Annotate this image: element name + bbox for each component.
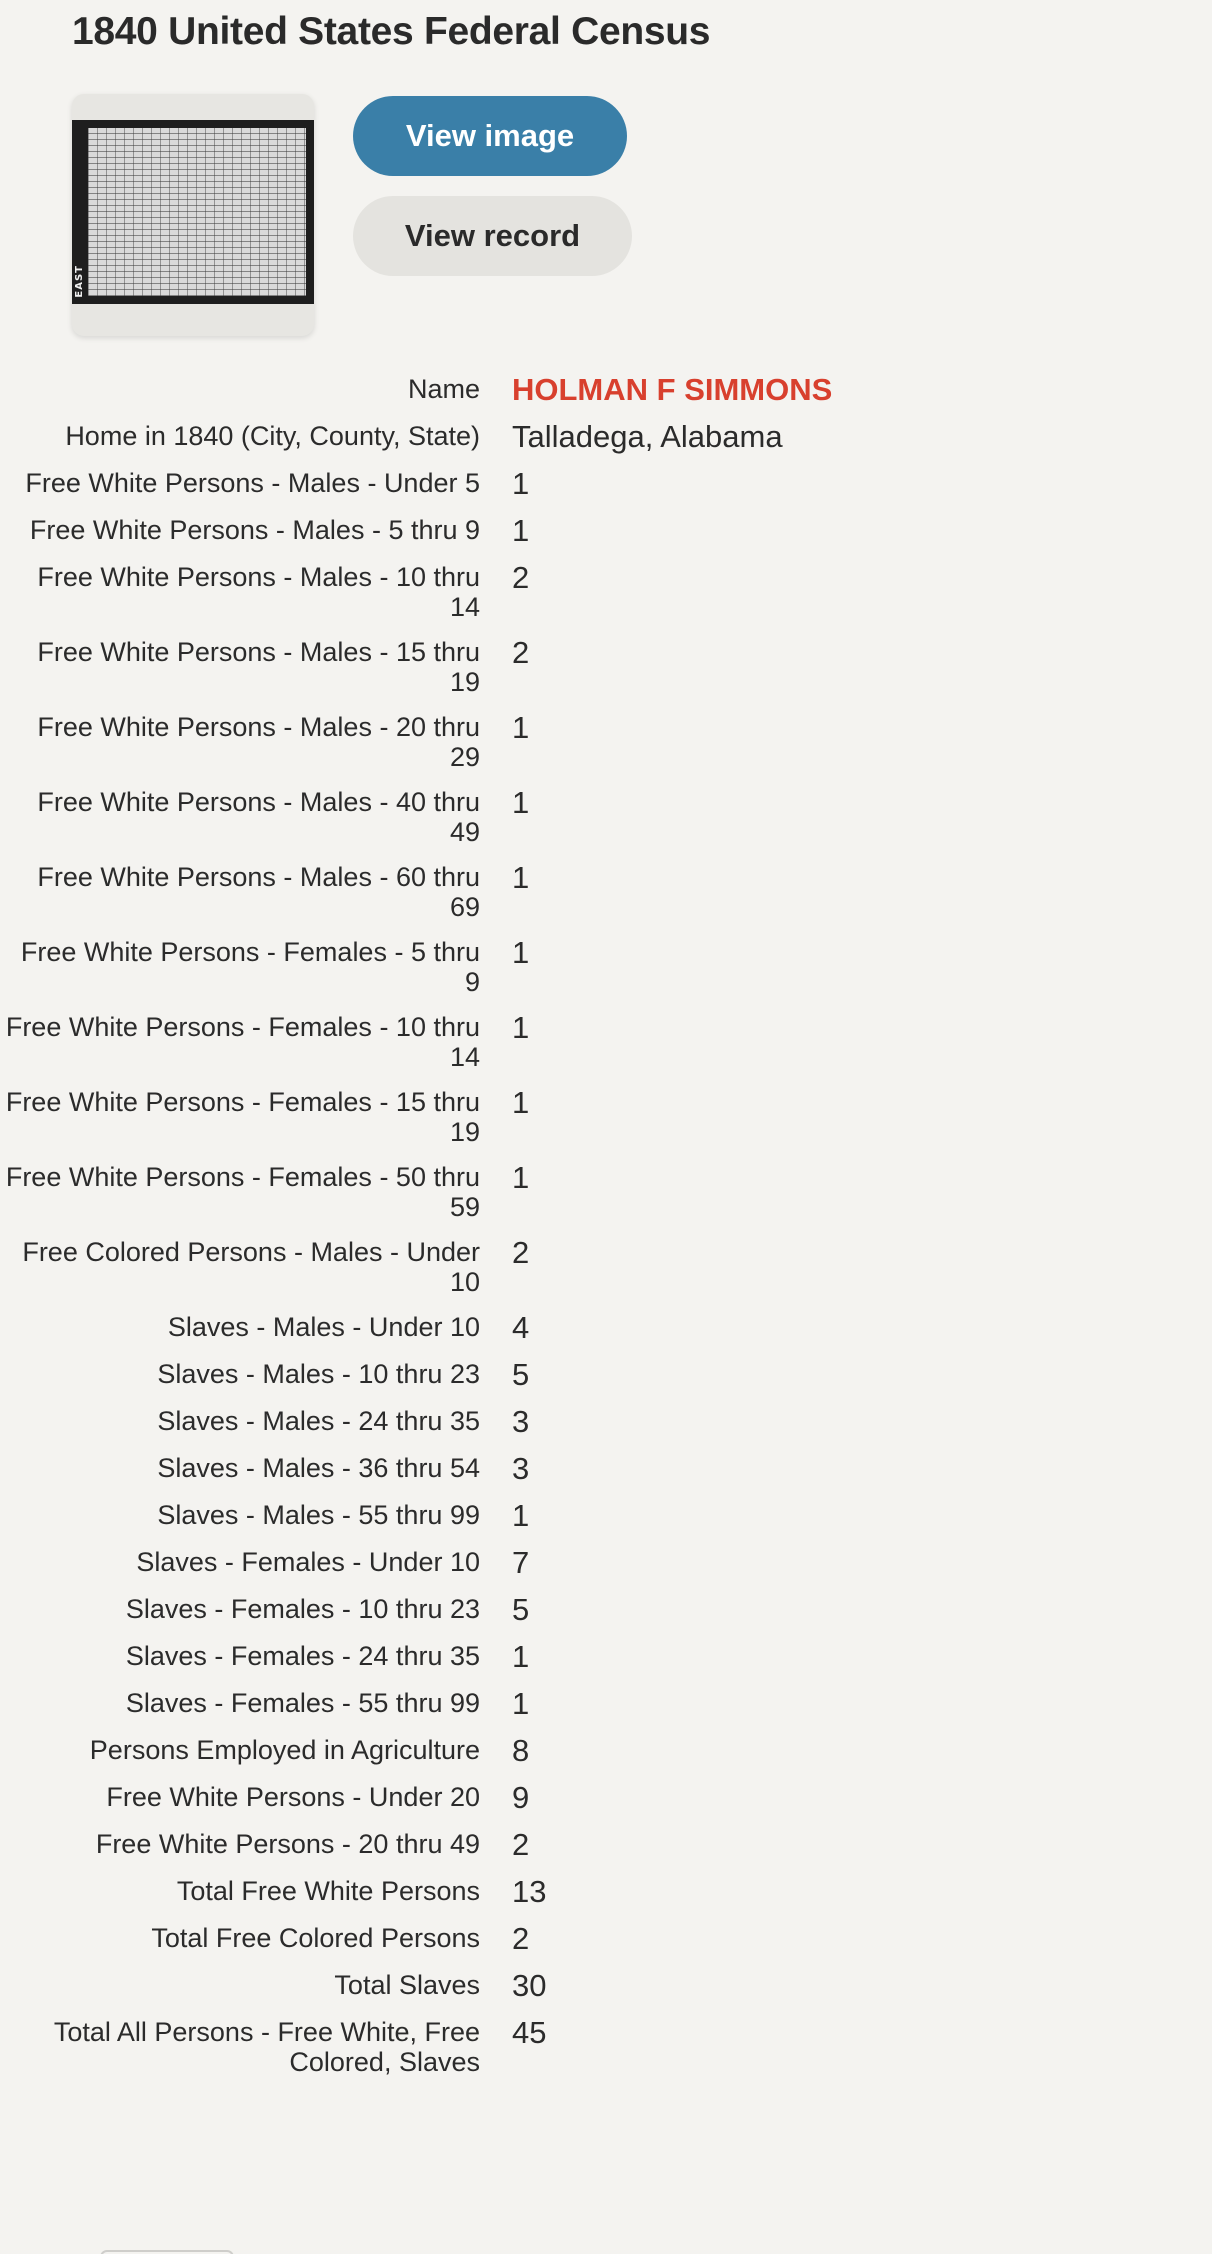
- record-field-row: [0, 1594, 1212, 1626]
- view-image-button[interactable]: View image: [353, 96, 627, 176]
- bottom-tab-edge: [100, 2250, 234, 2254]
- field-value: 7: [512, 1545, 530, 1580]
- field-label: Free White Persons - 20 thru 49: [95, 1829, 480, 1859]
- field-value: 1: [512, 860, 530, 895]
- field-value: 5: [512, 1592, 530, 1627]
- record-field-row: [0, 1923, 1212, 1955]
- field-value: 8: [512, 1733, 530, 1768]
- field-label: Slaves - Females - 55 thru 99: [125, 1688, 480, 1718]
- field-label: Slaves - Females - 10 thru 23: [125, 1594, 480, 1624]
- field-value: 1: [512, 935, 530, 970]
- field-label: Free White Persons - Males - 60 thru 69: [37, 862, 480, 922]
- field-value: 2: [512, 560, 530, 595]
- field-value: 1: [512, 1010, 530, 1045]
- field-value: 1: [512, 1639, 530, 1674]
- record-field-row: [0, 1876, 1212, 1908]
- record-field-row: [0, 712, 1212, 772]
- record-field-row: [0, 2017, 1212, 2077]
- record-field-row: [0, 562, 1212, 622]
- record-field-row: [0, 1547, 1212, 1579]
- field-label: Free White Persons - Males - 5 thru 9: [29, 515, 480, 545]
- record-field-row: [0, 787, 1212, 847]
- field-label: Free White Persons - Males - 15 thru 19: [37, 637, 480, 697]
- field-label: Home in 1840 (City, County, State): [65, 421, 480, 451]
- record-field-row: [0, 374, 1212, 406]
- record-field-row: [0, 1782, 1212, 1814]
- record-field-row: [0, 862, 1212, 922]
- field-label: Persons Employed in Agriculture: [89, 1735, 480, 1765]
- thumbnail-edge-text: EAST: [74, 265, 85, 298]
- record-field-row: [0, 1359, 1212, 1391]
- field-value: 2: [512, 635, 530, 670]
- record-field-row: [0, 421, 1212, 453]
- field-value: 3: [512, 1451, 530, 1486]
- field-label: Total Free White Persons: [176, 1876, 480, 1906]
- field-value: 45: [512, 2015, 547, 2050]
- record-field-row: [0, 1688, 1212, 1720]
- field-label: Total Free Colored Persons: [151, 1923, 480, 1953]
- record-field-row: [0, 1829, 1212, 1861]
- field-label: Total All Persons - Free White, Free Colored, Slaves: [53, 2017, 480, 2077]
- field-label: Slaves - Males - 36 thru 54: [157, 1453, 480, 1483]
- field-value: 5: [512, 1357, 530, 1392]
- field-label: Free White Persons - Males - 10 thru 14: [37, 562, 480, 622]
- field-value: 1: [512, 710, 530, 745]
- record-field-row: [0, 1162, 1212, 1222]
- field-label: Free White Persons - Under 20: [106, 1782, 480, 1812]
- field-label: Free White Persons - Females - 10 thru 14: [5, 1012, 480, 1072]
- field-label: Slaves - Males - 55 thru 99: [157, 1500, 480, 1530]
- record-field-row: [0, 1087, 1212, 1147]
- field-label: Free White Persons - Females - 5 thru 9: [20, 937, 480, 997]
- field-label: Free White Persons - Females - 15 thru 19: [5, 1087, 480, 1147]
- field-value: 4: [512, 1310, 530, 1345]
- record-field-row: [0, 637, 1212, 697]
- record-field-row: [0, 515, 1212, 547]
- field-value: 1: [512, 1498, 530, 1533]
- census-page-image: [72, 120, 314, 304]
- field-label: Name: [407, 374, 480, 404]
- field-value: 2: [512, 1921, 530, 1956]
- record-field-row: [0, 1735, 1212, 1767]
- field-label: Free White Persons - Males - 40 thru 49: [37, 787, 480, 847]
- view-record-button[interactable]: View record: [353, 196, 632, 276]
- field-value: 13: [512, 1874, 547, 1909]
- census-sheet-grid: [88, 128, 306, 296]
- field-label: Free Colored Persons - Males - Under 10: [22, 1237, 480, 1297]
- record-field-row: [0, 1453, 1212, 1485]
- field-value: 2: [512, 1235, 530, 1270]
- field-value: 9: [512, 1780, 530, 1815]
- field-label: Slaves - Females - 24 thru 35: [125, 1641, 480, 1671]
- field-label: Total Slaves: [334, 1970, 480, 2000]
- record-image-thumbnail[interactable]: [72, 94, 314, 336]
- record-field-row: [0, 1012, 1212, 1072]
- record-field-row: [0, 1500, 1212, 1532]
- field-value: 1: [512, 1686, 530, 1721]
- field-value: 1: [512, 1085, 530, 1120]
- field-value: 1: [512, 466, 530, 501]
- field-label: Free White Persons - Females - 50 thru 59: [5, 1162, 480, 1222]
- field-value: 2: [512, 1827, 530, 1862]
- record-fields: [0, 374, 1212, 2092]
- field-value: 1: [512, 1160, 530, 1195]
- field-value: Talladega, Alabama: [512, 419, 783, 454]
- record-field-row: [0, 1406, 1212, 1438]
- record-field-row: [0, 468, 1212, 500]
- record-field-row: [0, 1312, 1212, 1344]
- field-value: 1: [512, 513, 530, 548]
- field-label: Slaves - Males - 10 thru 23: [157, 1359, 480, 1389]
- record-field-row: [0, 1970, 1212, 2002]
- field-label: Free White Persons - Males - 20 thru 29: [37, 712, 480, 772]
- record-field-row: [0, 1641, 1212, 1673]
- field-label: Slaves - Males - Under 10: [167, 1312, 480, 1342]
- field-label: Slaves - Males - 24 thru 35: [157, 1406, 480, 1436]
- field-value: 3: [512, 1404, 530, 1439]
- record-field-row: [0, 937, 1212, 997]
- person-name-value: HOLMAN F SIMMONS: [512, 372, 833, 407]
- record-field-row: [0, 1237, 1212, 1297]
- field-value: 30: [512, 1968, 547, 2003]
- field-value: 1: [512, 785, 530, 820]
- page-title: 1840 United States Federal Census: [72, 10, 711, 53]
- field-label: Free White Persons - Males - Under 5: [25, 468, 480, 498]
- field-label: Slaves - Females - Under 10: [136, 1547, 480, 1577]
